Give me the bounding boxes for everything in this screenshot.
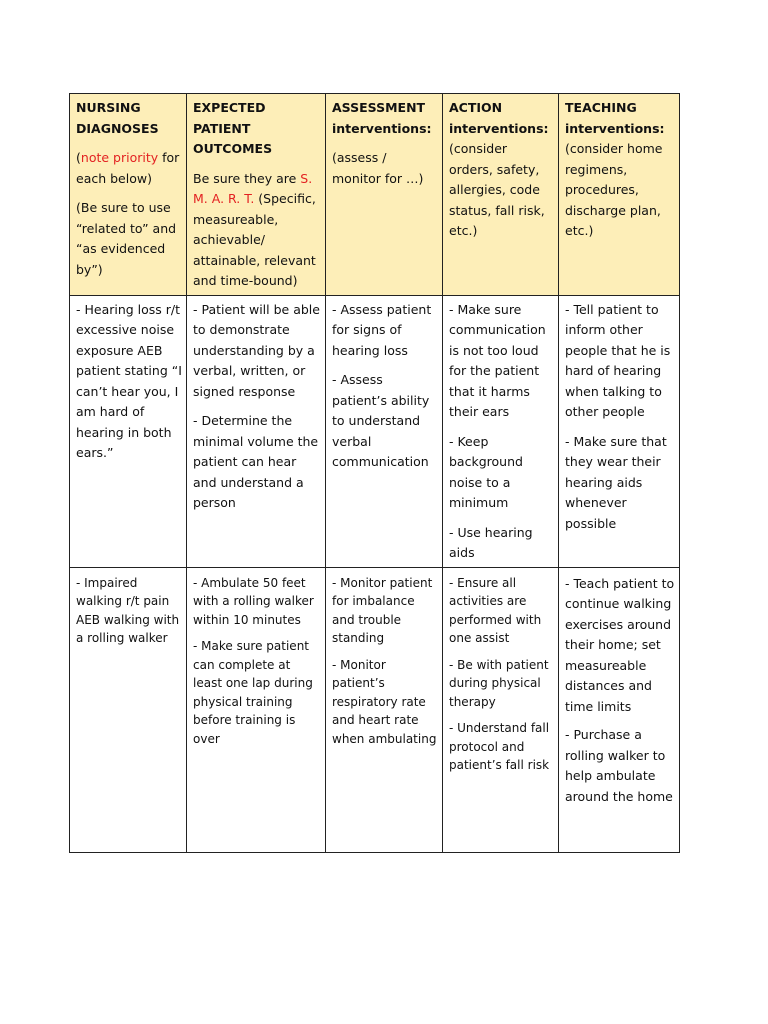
table-row [70,567,680,852]
header-note: (note priority for each below) [76,150,180,186]
assessment-cell: - Assess patient for signs of hearing loss - Assess patient’s ability to understand verbal communication [326,295,443,567]
assessment-cell: - Monitor patient for imbalance and trouble standing - Monitor patient’s respiratory rate and heart rate when ambulating [326,567,443,852]
smart-note: S. M. A. R. T. [193,170,313,206]
header-note: (Be sure to use “related to” and “as evidenced by”) [76,200,177,277]
header-teaching [559,94,680,296]
table-row [70,295,680,567]
outcomes-cell: - Patient will be able to demonstrate understanding by a verbal, written, or signed response - Determine the minimal volume the patient can hear and understand a person [187,295,326,567]
header-title: EXPECTED PATIENT OUTCOMES [193,100,273,156]
outcomes-cell: - Ambulate 50 feet with a rolling walker within 10 minutes - Make sure patient can complete at least one lap during physical training before training is over [187,567,326,852]
action-cell: - Ensure all activities are performed with one assist - Be with patient during physical therapy - Understand fall protocol and patient’s fall risk [443,567,559,852]
header-expected-outcomes [187,94,326,296]
header-title-with-note: TEACHING interventions: (consider home regimens, procedures, discharge plan, etc.) [565,100,665,238]
diagnosis-cell: - Impaired walking r/t pain AEB walking with a rolling walker [70,567,187,852]
priority-note: note priority [80,150,159,165]
header-note: Be sure they are S. M. A. R. T. (Specific, measureable, achievable/ attainable, relevant and time-bound) [193,170,316,288]
diagnosis-cell: - Hearing loss r/t excessive noise exposure AEB patient stating “I can’t hear you, I am hard of hearing in both ears.” [70,295,187,567]
header-row [70,94,680,296]
teaching-cell: - Tell patient to inform other people that he is hard of hearing when talking to other people - Make sure that they wear their hearing aids whenever possible [559,295,680,567]
header-title: NURSING DIAGNOSES [76,100,159,136]
header-action [443,94,559,296]
header-title: ASSESSMENT interventions: [332,100,432,136]
action-cell: - Make sure communication is not too loud for the patient that it harms their ears - Keep background noise to a minimum - Use hearing aids [443,295,559,567]
teaching-cell: - Teach patient to continue walking exercises around their home; set measureable distances and time limits - Purchase a rolling walker to help ambulate around the home [559,567,680,852]
header-title-with-note: ACTION interventions: (consider orders, safety, allergies, code status, fall risk, etc.) [449,100,549,238]
header-note: (assess / monitor for …) [332,150,424,186]
care-plan-table [69,93,680,853]
header-nursing-diagnoses [70,94,187,296]
header-assessment [326,94,443,296]
